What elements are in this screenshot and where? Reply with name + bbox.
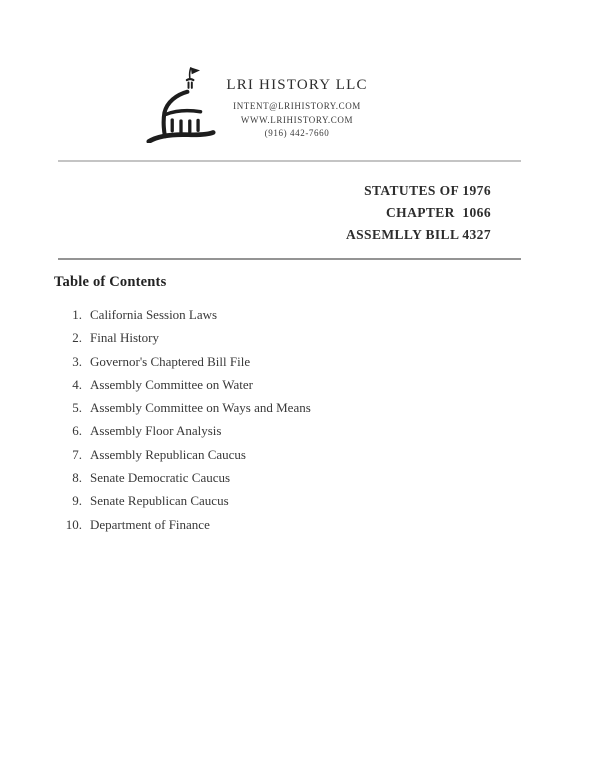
toc-item xyxy=(54,471,311,484)
toc-item-label: Assembly Republican Caucus xyxy=(90,446,246,462)
toc-item-number: 5. xyxy=(72,400,82,416)
toc-item-label: Assembly Committee on Water xyxy=(90,376,253,392)
toc-item xyxy=(54,378,311,391)
toc-list xyxy=(54,308,311,541)
toc-item xyxy=(54,331,311,344)
toc-item-number: 2. xyxy=(72,330,82,346)
company-email: INTENT@LRIHISTORY.COM xyxy=(233,101,361,111)
toc-item xyxy=(54,518,311,531)
divider-top xyxy=(58,160,521,162)
toc-item xyxy=(54,401,311,414)
statutes-line: STATUTES OF 1976 xyxy=(364,183,491,198)
toc-heading: Table of Contents xyxy=(54,274,167,290)
company-contact-block xyxy=(207,77,387,141)
toc-item-number: 1. xyxy=(72,307,82,322)
toc-item-label: Final History xyxy=(90,330,159,346)
toc-item-number: 4. xyxy=(72,376,82,392)
toc-item xyxy=(54,448,311,461)
toc-item-label: Senate Republican Caucus xyxy=(90,493,229,509)
statute-reference-block xyxy=(346,180,491,246)
toc-item-number: 9. xyxy=(72,493,82,509)
assembly-bill-line: ASSEMLLY BILL 4327 xyxy=(345,227,491,242)
company-name: LRI HISTORY LLC xyxy=(226,77,368,93)
toc-item-label: Senate Democratic Caucus xyxy=(90,470,231,486)
toc-item-label: Department of Finance xyxy=(90,516,210,532)
toc-item-label: Governor's Chaptered Bill File xyxy=(90,353,251,369)
toc-item xyxy=(54,355,311,368)
toc-item xyxy=(54,308,311,321)
toc-item-label: California Session Laws xyxy=(90,307,218,322)
toc-item xyxy=(54,424,311,437)
toc-item xyxy=(54,494,311,507)
toc-item-label: Assembly Floor Analysis xyxy=(90,423,222,439)
toc-item-number: 8. xyxy=(72,470,82,486)
company-website: WWW.LRIHISTORY.COM xyxy=(240,114,354,125)
toc-item-number: 3. xyxy=(72,353,82,369)
toc-item-number: 10. xyxy=(65,516,82,532)
divider-bottom xyxy=(58,258,521,260)
toc-item-number: 6. xyxy=(72,423,82,439)
company-phone: (916) 442-7660 xyxy=(264,128,330,139)
toc-item-label: Assembly Committee on Ways and Means xyxy=(90,400,311,416)
chapter-line: CHAPTER 1066 xyxy=(386,205,491,220)
toc-item-number: 7. xyxy=(72,446,82,462)
